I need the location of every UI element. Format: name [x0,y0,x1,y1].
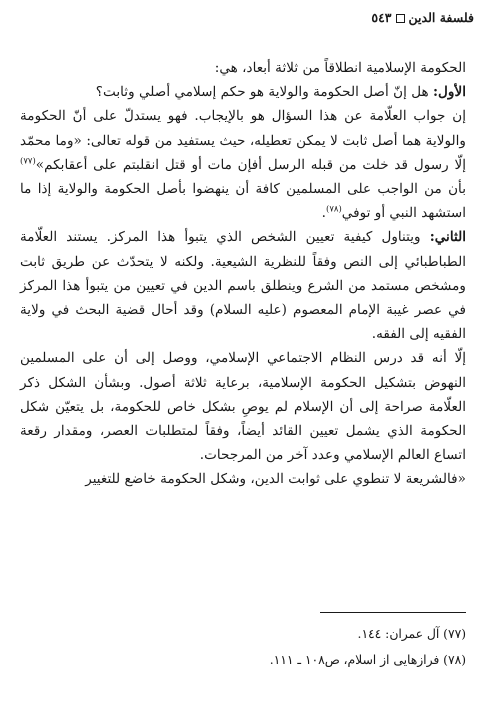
footnote-ref[interactable]: (٧٧) [20,156,36,167]
running-head-title: فلسفة الدين [408,10,474,25]
footnote-ref[interactable]: (٧٨) [326,204,342,215]
body-text [20,56,466,492]
paragraph: إلّا أنه قد درس النظام الاجتماعي الإسلامي، ووصل إلى أن على المسلمين النهوض بتشكيل الحكومة الإسلامية، برعاية ثلاثة أصول. وبشأن الشكل ذكر العلّامة صراحة إلى أن الإسلام لم يوصِ بشكل خاص للحكومة، بل يتعيّن شكل الحكومة الذي يشمل تعيين القائد أيضاً، وفقاً لمتطلبات العصر، ومقدار رقعة اتساع العالم الإسلامي وعدد آخر من المرجحات. [20,350,466,464]
paragraph: الأول: هل إنّ أصل الحكومة والولاية هو حكم إسلامي أصلي وثابت؟ [95,84,466,101]
paragraph-lead: الثاني: [429,229,466,246]
paragraph: «فالشريعة لا تنطوي على ثوابت الدين، وشكل الحكومة خاضع للتغيير [85,471,466,488]
paragraph-lead: الأول: [433,84,466,101]
square-separator-icon [396,14,405,23]
footnote: (٧٨) فرازهايى از اسلام، ص١٠٨ ـ ١١١. [269,653,466,667]
footnote: (٧٧) آل عمران: ١٤٤. [357,627,466,641]
paragraph: الثاني: ويتناول كيفية تعيين الشخص الذي يتبوأ هذا المركز. يستند العلّامة الطباطبائي إلى النص وفقاً للنظرية الشيعية. ولكنه لا يتحدّث عن طريق ثابت ومشخص مستمد من الشرع وينطلق باسم الدين في تعيين من يتبوأ هذا المركز في عصر غيبة الإمام المعصوم (عليه السلام) وقد أحال قضية البحث في ولاية الفقيه إلى الفقه. [20,229,466,343]
footnotes [20,624,466,676]
running-head [371,10,474,25]
footnote-divider [320,612,466,613]
page-number: ٥٤٣ [371,10,392,25]
paragraph: إن جواب العلّامة عن هذا السؤال هو بالإيجاب. فهو يستدلّ على أنّ الحكومة والولاية هما أصل ثابت لا يمكن تعطيله، حيث يستفيد من قوله تعالى: «وما محمّد إلّا رسول قد خلت من قبله الرسل أفإن مات أو قتل انقلبتم على أعقابكم»$^{(٧٧)}$ بأن من الواجب على المسلمين كافة أن ينهضوا بأصل الحكومة والولاية إذا ما استشهد النبي أو توفي$^{(٧٨)}$. [20,108,466,222]
paragraph: الحكومة الإسلامية انطلاقاً من ثلاثة أبعاد، هي: [214,60,466,76]
